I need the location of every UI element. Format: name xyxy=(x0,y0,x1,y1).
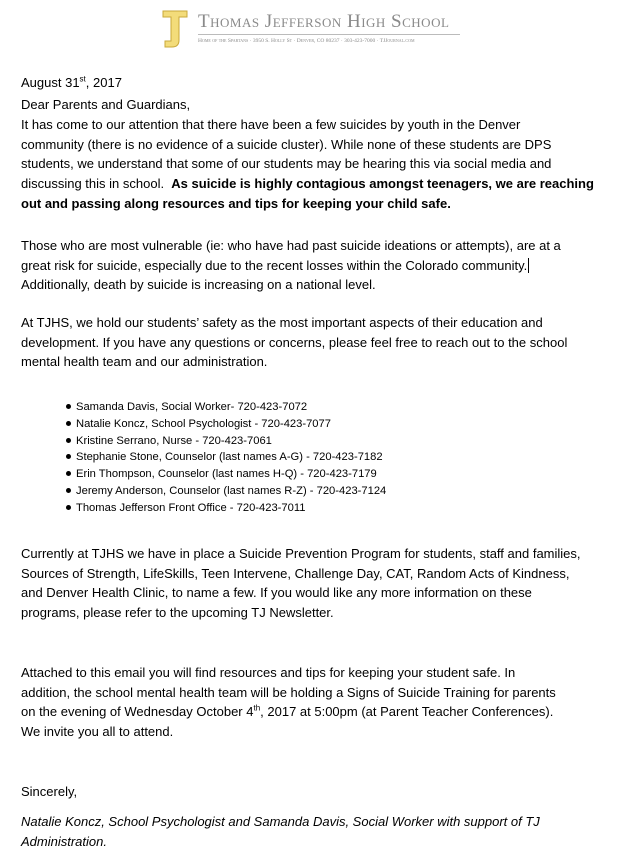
line: Sources of Strength, LifeSkills, Teen Intervene, Challenge Day, CAT, Random Acts of Kindness, xyxy=(21,565,570,581)
paragraph-vulnerable xyxy=(21,236,561,295)
contact-text: Stephanie Stone, Counselor (last names A-G) - 720-423-7182 xyxy=(76,451,383,464)
line-text: on the evening of Wednesday October 4 xyxy=(21,704,254,720)
signature-line: Natalie Koncz, School Psychologist and Samanda Davis, Social Worker with support of TJ xyxy=(21,814,540,829)
paragraph-safety xyxy=(21,313,567,372)
list-item xyxy=(66,399,386,416)
line xyxy=(21,256,561,276)
date-year: , 2017 xyxy=(85,75,122,90)
signature xyxy=(21,812,540,851)
list-item xyxy=(66,449,386,466)
bullet-icon xyxy=(66,505,71,510)
line: Additionally, death by suicide is increasing on a national level. xyxy=(21,277,376,293)
line: development. If you have any questions or concerns, please feel free to reach out to the school xyxy=(21,334,568,350)
line: Those who are most vulnerable (ie: who have had past suicide ideations or attempts), are at a xyxy=(21,238,561,253)
paragraph-intro xyxy=(21,115,594,214)
line: Attached to this email you will find resources and tips for keeping your student safe. In xyxy=(21,665,516,680)
bullet-icon xyxy=(66,404,71,409)
line-text: , 2017 at 5:00pm (at Parent Teacher Conferences). xyxy=(260,704,554,720)
tj-logo-icon xyxy=(162,10,188,48)
signature-line: Administration. xyxy=(21,833,107,849)
line: We invite you all to attend. xyxy=(21,724,174,740)
bold-text: out and passing along resources and tips for keeping your child safe. xyxy=(21,195,451,211)
line: mental health team and our administration. xyxy=(21,354,268,370)
line: community (there is no evidence of a suicide cluster). While none of these students are DPS xyxy=(21,136,552,152)
header-divider xyxy=(198,34,460,35)
letter-date xyxy=(21,73,122,93)
list-item xyxy=(66,483,386,500)
line-text: discussing this in school. xyxy=(21,176,172,192)
bullet-icon xyxy=(66,471,71,476)
list-item xyxy=(66,466,386,483)
list-item xyxy=(66,416,386,433)
line: It has come to our attention that there have been a few suicides by youth in the Denver xyxy=(21,117,521,132)
bullet-icon xyxy=(66,488,71,493)
bullet-icon xyxy=(66,454,71,459)
line: students, we understand that some of our students may be hearing this via social media and xyxy=(21,156,552,172)
line: At TJHS, we hold our students’ safety as the most important aspects of their education and xyxy=(21,315,543,330)
contact-list xyxy=(66,399,386,517)
bold-text: As suicide is highly contagious amongst teenagers, we are reaching xyxy=(171,176,594,192)
line: programs, please refer to the upcoming TJ Newsletter. xyxy=(21,605,334,621)
line: and Denver Health Clinic, to name a few. If you would like any more information on these xyxy=(21,585,532,601)
bullet-icon xyxy=(66,421,71,426)
school-name: Thomas Jefferson High School xyxy=(198,11,450,32)
greeting: Dear Parents and Guardians, xyxy=(21,97,191,112)
letterhead xyxy=(160,8,470,50)
line xyxy=(21,702,556,722)
line-text: great risk for suicide, especially due to the recent losses within the Colorado community. xyxy=(21,257,528,273)
contact-text: Erin Thompson, Counselor (last names H-Q) - 720-423-7179 xyxy=(76,468,377,481)
line: Currently at TJHS we have in place a Suicide Prevention Program for students, staff and families, xyxy=(21,546,581,561)
date-sup: st xyxy=(79,74,86,84)
contact-text: Samanda Davis, Social Worker- 720-423-7072 xyxy=(76,401,308,413)
contact-text: Kristine Serrano, Nurse - 720-423-7061 xyxy=(76,434,272,447)
bullet-icon xyxy=(66,438,71,443)
line xyxy=(21,174,594,194)
date-text: August 31 xyxy=(21,75,80,90)
text-cursor xyxy=(528,258,529,273)
paragraph-programs xyxy=(21,544,581,623)
list-item xyxy=(66,500,386,517)
date-sup: th xyxy=(253,704,261,714)
contact-text: Natalie Koncz, School Psychologist - 720-423-7077 xyxy=(76,417,331,430)
contact-text: Thomas Jefferson Front Office - 720-423-7011 xyxy=(76,501,306,514)
contact-text: Jeremy Anderson, Counselor (last names R-Z) - 720-423-7124 xyxy=(76,484,387,497)
school-address: Home of the Spartans · 3950 S. Holly St · Denver, CO 80237 · 303-423-7000 · TJJournal.com xyxy=(198,38,415,44)
closing: Sincerely, xyxy=(21,784,78,799)
list-item xyxy=(66,433,386,450)
paragraph-training xyxy=(21,663,556,742)
line: addition, the school mental health team will be holding a Signs of Suicide Training for parents xyxy=(21,684,556,700)
